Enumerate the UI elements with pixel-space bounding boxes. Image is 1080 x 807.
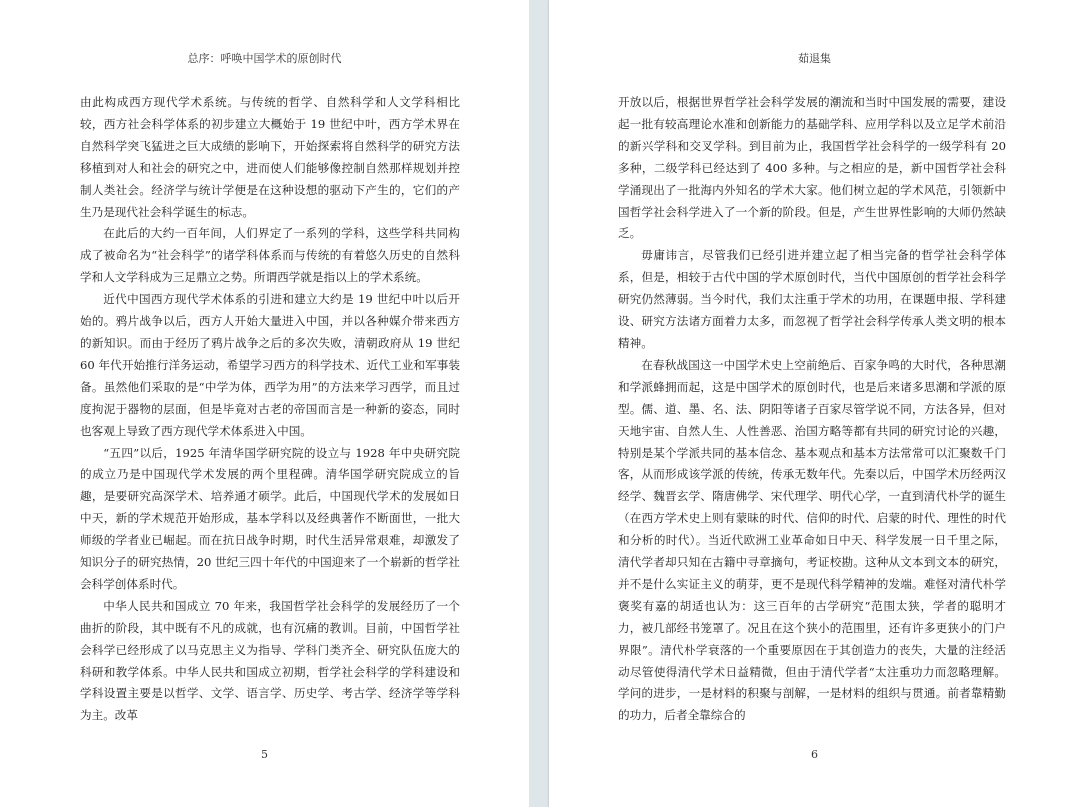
page-gutter — [529, 0, 549, 807]
page-number-right: 6 — [811, 748, 818, 761]
paragraph: 毋庸讳言，尽管我们已经引进并建立起了相当完备的哲学社会科学体系，但是，相较于古代中国的学术原创时代，当代中国原创的哲学社会科学研究仍然薄弱。当今时代，我们太注重于学术的功用，在课题申报、学科建设、研究方法诸方面着力太多，而忽视了哲学社会科学传承人类文明的根本精神。 — [618, 248, 1006, 350]
page-number-left: 5 — [261, 748, 268, 761]
paragraph: 中华人民共和国成立 70 年来，我国哲学社会科学的发展经历了一个曲折的阶段，其中既有不凡的成就，也有沉痛的教训。目前，中国哲学社会科学已经形成了以马克思主义为指导、学科门类齐全、研究队伍庞大的科研和教学体系。中华人民共和国成立初期，哲学社会科学的学科建设和学科设置主要是以哲学、文学、语言学、历史学、考古学、经济学等学科为主。改革 — [80, 598, 460, 723]
page-left — [0, 0, 529, 807]
paragraph: 开放以后，根据世界哲学社会科学发展的潮流和当时中国发展的需要，建设起一批有较高理论水准和创新能力的基础学科、应用学科以及立足学术前沿的新兴学科和交叉学科。到目前为止，我国哲学社会科学的一级学科有 20 多种，二级学科已经达到了 400 多种。与之相应的是，新中国哲学社会科学涌现出了一批海内外知名的学术大家。他们树立起的学术风范，引领新中国哲学社会科学进入了一个新的阶段。但是，产生世界性影响的大师仍然缺乏。 — [618, 95, 1006, 241]
page-right — [549, 0, 1080, 807]
paragraph: 由此构成西方现代学术系统。与传统的哲学、自然科学和人文学科相比较，西方社会科学体系的初步建立大概始于 19 世纪中叶，西方学术界在自然科学突飞猛进之巨大成绩的影响下，开始探索将自然科学的研究方法移植到对人和社会的研究之中，进而使人们能够像控制自然那样规划并控制人类社会。经济学与统计学便是在这种设想的驱动下产生的，它们的产生乃是现代社会科学诞生的标志。 — [80, 95, 460, 219]
running-head-right: 茹退集 — [798, 52, 831, 65]
paragraph: 在此后的大约一百年间，人们界定了一系列的学科，这些学科共同构成了被命名为“社会科学”的诸学科体系而与传统的有着悠久历史的自然科学和人文学科成为三足鼎立之势。所谓西学就是指以上的学术系统。 — [80, 226, 460, 285]
paragraph: 近代中国西方现代学术体系的引进和建立大约是 19 世纪中叶以后开始的。鸦片战争以后，西方人开始大量进入中国，并以各种媒介带来西方的新知识。而由于经历了鸦片战争之后的多次失败，清朝政府从 19 世纪 60 年代开始推行洋务运动，希望学习西方的科学技术、近代工业和军事装备。虽然他们采取的是“中学为体，西学为用”的方法来学习西学，而且过度拘泥于器物的层面，但是毕竟对古老的帝国而言是一种新的姿态，同时也客观上导致了西方现代学术体系进入中国。 — [80, 292, 460, 438]
paragraph: “五四”以后，1925 年清华国学研究院的设立与 1928 年中央研究院的成立乃是中国现代学术发展的两个里程碑。清华国学研究院成立的旨趣，是要研究高深学术、培养通才硕学。此后，中国现代学术的发展如日中天，新的学术规范开始形成，基本学科以及经典著作不断面世，一批大师级的学者业已崛起。而在抗日战争时期，时代生活异常艰难，却激发了知识分子的研究热情，20 世纪三四十年代的中国迎来了一个崭新的哲学社会科学创体系时代。 — [80, 445, 460, 591]
page-body-right — [618, 92, 1006, 727]
page-body-left — [80, 92, 460, 727]
paragraph: 在春秋战国这一中国学术史上空前绝后、百家争鸣的大时代，各种思潮和学派蜂拥而起，这是中国学术的原创时代，也是后来诸多思潮和学派的原型。儒、道、墨、名、法、阴阳等诸子百家尽管学说不同，方法各异，但对天地宇宙、自然人生、人性善恶、治国方略等都有共同的研究讨论的兴趣，特别是某个学派共同的基本信念、基本观点和基本方法常常可以汇聚数千门客，从而形成该学派的传统，传承无数年代。先秦以后，中国学术历经两汉经学、魏晋玄学、隋唐佛学、宋代理学、明代心学，一直到清代朴学的诞生（在西方学术史上则有蒙昧的时代、信仰的时代、启蒙的时代、理性的时代和分析的时代）。当近代欧洲工业革命如日中天、科学发展一日千里之际，清代学者却只知在古籍中寻章摘句，考证校勘。这种从文本到文本的研究，并不是什么实证主义的萌芽，更不是现代科学精神的发端。难怪对清代朴学褒奖有嘉的胡适也认为：这三百年的古学研究“范围太狭，学者的聪明才力，被几部经书笼罩了。况且在这个狭小的范围里，还有许多更狭小的门户界限”。清代朴学衰落的一个重要原因在于其创造力的丧失，大量的注经活动尽管使得清代学术日益精微，但由于清代学者“太注重功力而忽略理解。学问的进步，一是材料的积聚与剖解，一是材料的组织与贯通。前者靠精勤的功力，后者全靠综合的 — [618, 357, 1006, 723]
running-head-left: 总序：呼唤中国学术的原创时代 — [187, 52, 342, 65]
